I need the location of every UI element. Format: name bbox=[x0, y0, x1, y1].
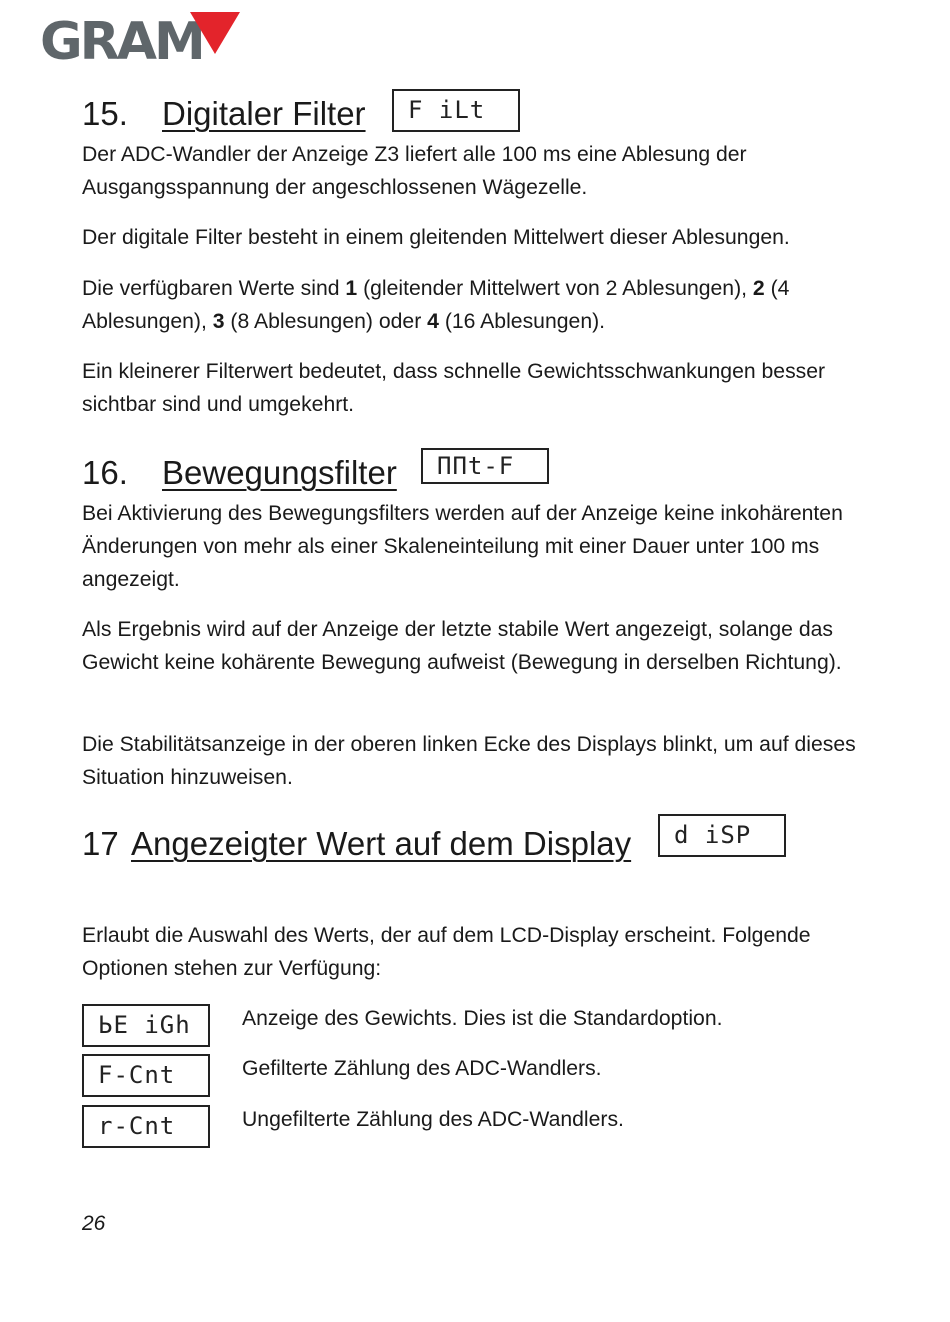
value-2: 2 bbox=[752, 277, 765, 300]
value-4: 4 bbox=[427, 310, 439, 333]
paragraph: Der digitale Filter besteht in einem gleitenden Mittelwert dieser Ablesungen. bbox=[82, 226, 790, 249]
text: (4 Ablesungen), bbox=[82, 277, 790, 333]
paragraph: Der ADC-Wandler der Anzeige Z3 liefert alle 100 ms eine Ablesung der Ausgangsspannung der angeschlossenen Wägezelle. bbox=[82, 143, 747, 199]
values-paragraph bbox=[82, 272, 872, 338]
page-number: 26 bbox=[82, 1212, 106, 1235]
gram-logo bbox=[40, 10, 250, 70]
section-number: 16. bbox=[82, 454, 128, 491]
paragraph: Ein kleinerer Filterwert bedeutet, dass schnelle Gewichtsschwankungen besser sichtbar sind und umgekehrt. bbox=[82, 360, 826, 416]
text: Die verfügbaren Werte sind bbox=[82, 277, 346, 300]
display-code-filt: F iLt bbox=[392, 89, 520, 132]
section-title: Bewegungsfilter bbox=[162, 454, 397, 491]
logo-text: GRAM bbox=[40, 12, 203, 72]
option-description: Gefilterte Zählung des ADC-Wandlers. bbox=[242, 1057, 602, 1080]
paragraph: Bei Aktivierung des Bewegungsfilters werden auf der Anzeige keine inkohärenten Änderungen von mehr als einer Skaleneinteilung mit einer Dauer unter 100 ms angezeigt. bbox=[82, 502, 843, 591]
option-description: Ungefilterte Zählung des ADC-Wandlers. bbox=[242, 1108, 624, 1131]
section-17-heading bbox=[82, 824, 631, 864]
text: (gleitender Mittelwert von 2 Ablesungen), bbox=[357, 277, 753, 300]
value-1: 1 bbox=[345, 277, 358, 300]
value-3: 3 bbox=[212, 310, 225, 333]
paragraph: Die Stabilitätsanzeige in der oberen linken Ecke des Displays blinkt, um auf dieses Situation hinzuweisen. bbox=[82, 733, 856, 789]
option-description: Anzeige des Gewichts. Dies ist die Standardoption. bbox=[242, 1007, 723, 1030]
option-code-weigh: ЬЕ iGh bbox=[82, 1004, 210, 1047]
logo-triangle-icon bbox=[188, 10, 242, 56]
paragraph: Als Ergebnis wird auf der Anzeige der letzte stabile Wert angezeigt, solange das Gewicht keine kohärente Bewegung aufweist (Bewegung in derselben Richtung). bbox=[82, 618, 842, 674]
section-title: Angezeigter Wert auf dem Display bbox=[131, 825, 632, 862]
option-code-r-cnt: r-Cnt bbox=[82, 1105, 210, 1148]
paragraph: Erlaubt die Auswahl des Werts, der auf dem LCD-Display erscheint. Folgende Optionen stehen zur Verfügung: bbox=[82, 924, 811, 980]
section-number: 17 bbox=[82, 825, 119, 862]
display-code-disp: d iSP bbox=[658, 814, 786, 857]
option-code-f-cnt: F-Cnt bbox=[82, 1054, 210, 1097]
section-15-heading bbox=[82, 94, 366, 134]
display-code-mtf: ΠΠt-F bbox=[421, 448, 549, 484]
section-16-heading bbox=[82, 453, 397, 493]
section-number: 15. bbox=[82, 95, 128, 132]
section-title: Digitaler Filter bbox=[162, 95, 366, 132]
text: (8 Ablesungen) oder bbox=[224, 310, 428, 333]
text: (16 Ablesungen). bbox=[438, 310, 606, 333]
